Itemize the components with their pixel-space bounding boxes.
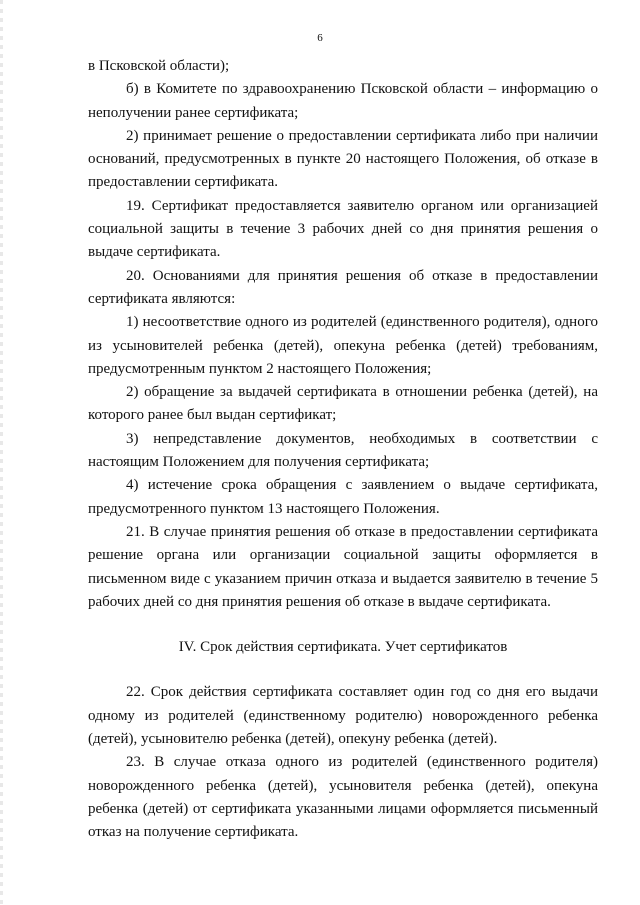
page-number: 6 <box>317 32 323 44</box>
paragraph-clause-19: 19. Сертификат предоставляется заявителю органом или организацией социальной защиты в течение 3 рабочих дней со дня принятия решения о выдаче сертификата. <box>88 197 598 261</box>
paragraph-clause-22: 22. Срок действия сертификата составляет один год со дня его выдачи одному из родителей (единственному родителю) новорожденного ребенка (детей), усыновителю ребенка (детей), опекуну ребенка (детей). <box>88 684 598 748</box>
paragraph-item-2-decision: 2) принимает решение о предоставлении сертификата либо при наличии оснований, предусмотренных в пункте 20 настоящего Положения, об отказе в предоставлении сертификата. <box>88 127 598 191</box>
scan-edge-artifact <box>0 0 3 905</box>
paragraph-item-b: б) в Комитете по здравоохранению Псковской области – информацию о неполучении ранее сертификата; <box>88 81 598 121</box>
paragraph-refusal-ground-3: 3) непредставление документов, необходимых в соответствии с настоящим Положением для получения сертификата; <box>88 430 598 471</box>
paragraph-refusal-ground-1: 1) несоответствие одного из родителей (единственного родителя), одного из усыновителей ребенка (детей), опекуна ребенка (детей) требованиям, предусмотренным пунктом 2 настоящего Положения; <box>88 314 598 377</box>
document-body <box>88 55 598 845</box>
paragraph-clause-23: 23. В случае отказа одного из родителей (единственного родителя) новорожденного ребенка (детей), усыновителя ребенка (детей), опекуна ребенка (детей) от сертификата указанными лицами оформляется письменный отказ на получение сертификата. <box>88 754 598 841</box>
paragraph-clause-21: 21. В случае принятия решения об отказе в предоставлении сертификата решение органа или организации социальной защиты оформляется в письменном виде с указанием причин отказа и выдается заявителю в течение 5 рабочих дней со дня принятия решения об отказе в выдаче сертификата. <box>88 523 598 610</box>
paragraph-refusal-ground-4: 4) истечение срока обращения с заявлением о выдаче сертификата, предусмотренного пунктом 13 настоящего Положения. <box>88 477 598 517</box>
paragraph-clause-20: 20. Основаниями для принятия решения об отказе в предоставлении сертификата являются: <box>88 267 598 307</box>
paragraph-refusal-ground-2: 2) обращение за выдачей сертификата в отношении ребенка (детей), на которого ранее был выдан сертификат; <box>88 384 598 424</box>
paragraph-continuation: в Псковской области); <box>88 58 230 74</box>
section-heading: IV. Срок действия сертификата. Учет сертификатов <box>178 639 508 656</box>
